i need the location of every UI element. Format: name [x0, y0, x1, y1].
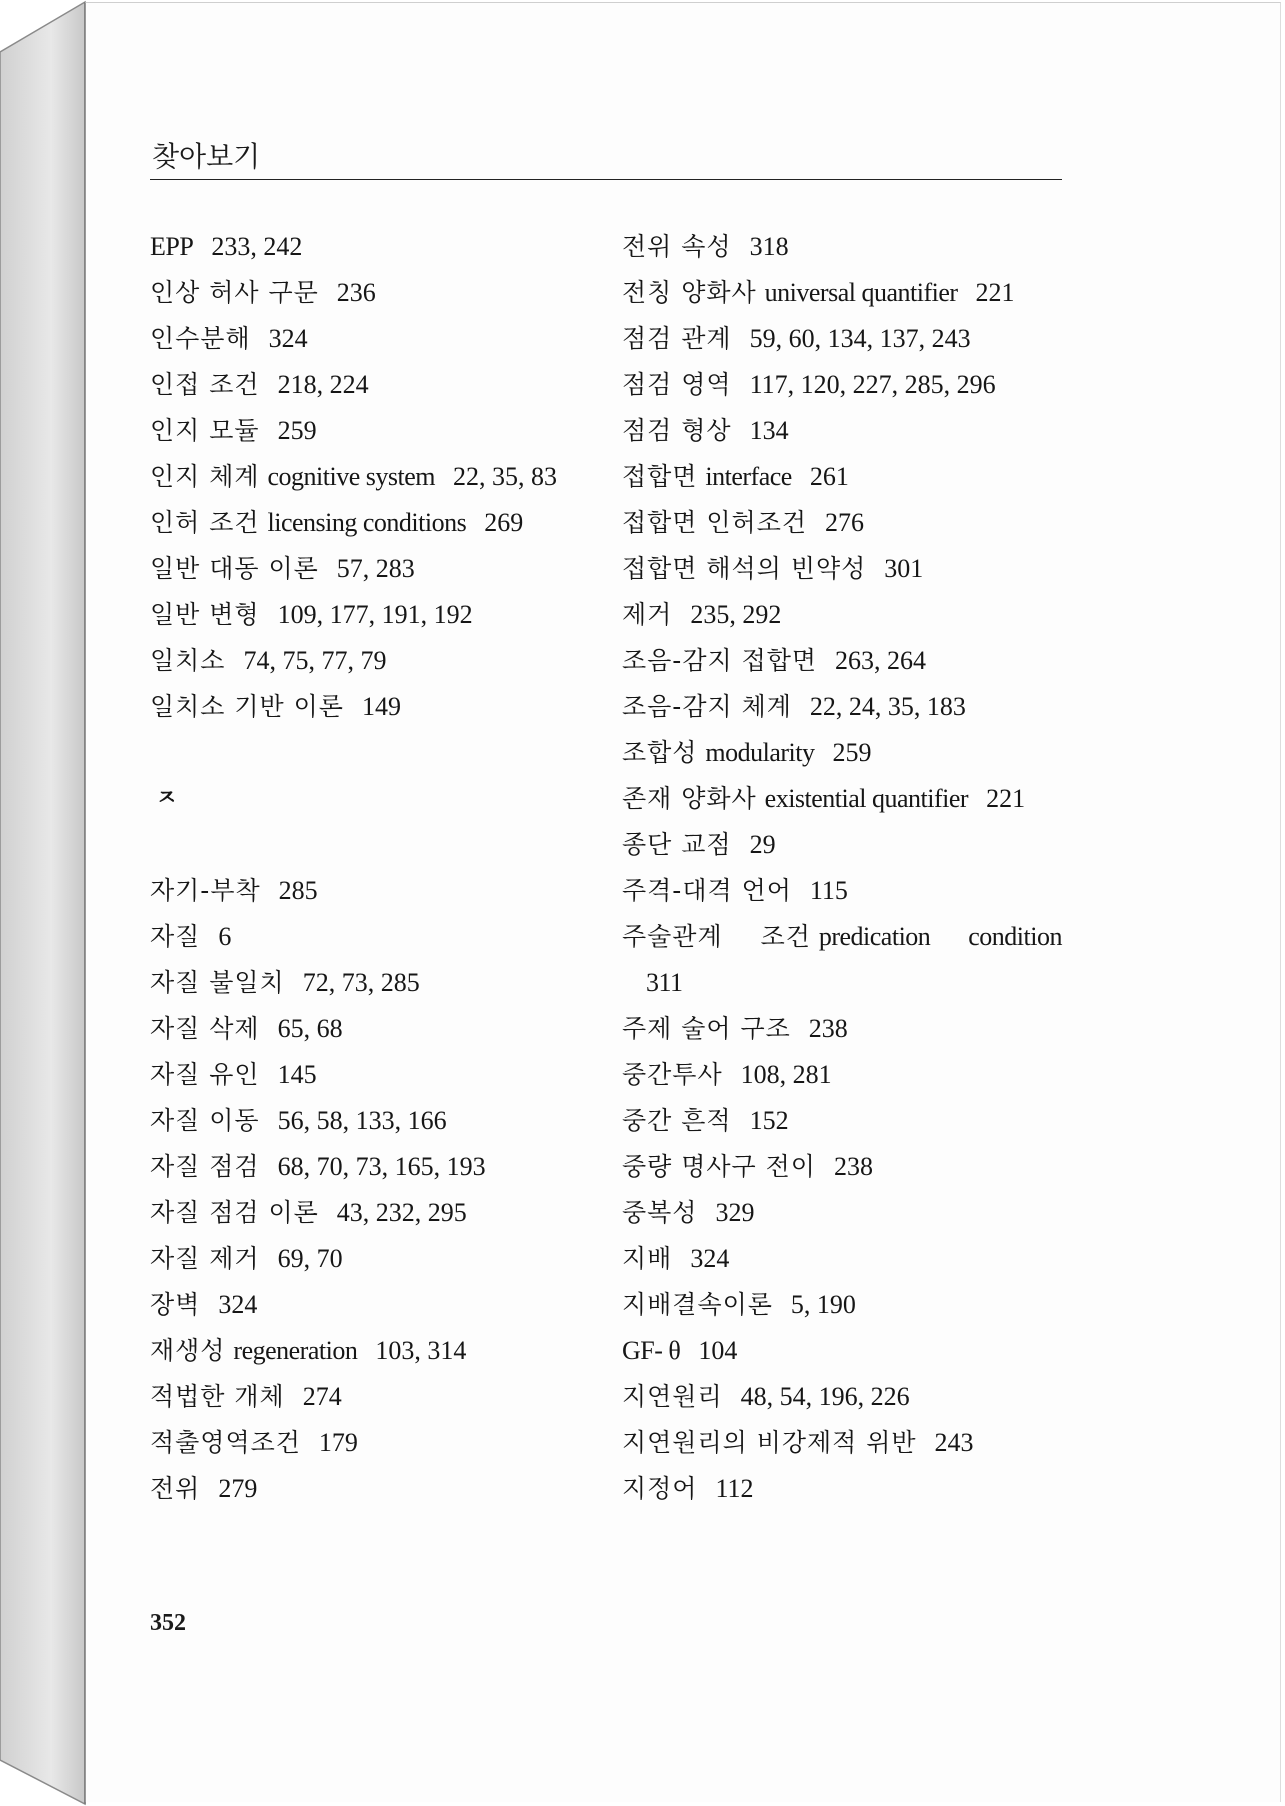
index-entry: 인지 모듈 259 — [150, 416, 317, 445]
index-entry: 전위 279 — [150, 1474, 258, 1503]
index-entry: 인지 체계 cognitive system 22, 35, 83 — [150, 462, 557, 491]
index-entry: 자기-부착 285 — [150, 876, 318, 905]
index-entry: 중량 명사구 전이 238 — [622, 1152, 873, 1181]
index-entry: 조합성 modularity 259 — [622, 738, 872, 767]
index-entry: 접합면 해석의 빈약성 301 — [622, 554, 924, 583]
index-entry-wrapped — [622, 914, 1092, 960]
index-entry: 자질 이동 56, 58, 133, 166 — [150, 1106, 447, 1135]
index-entry: 점검 형상 134 — [622, 416, 789, 445]
index-entry: GF- θ 104 — [622, 1336, 738, 1365]
index-entry: 지배 324 — [622, 1244, 730, 1273]
index-entry: 점검 관계 59, 60, 134, 137, 243 — [622, 324, 971, 353]
index-entry: 일치소 기반 이론 149 — [150, 692, 401, 721]
index-entry: 전위 속성 318 — [622, 232, 789, 261]
index-entry: EPP 233, 242 — [150, 232, 303, 261]
index-entry: 지배결속이론 5, 190 — [622, 1290, 856, 1319]
index-entry: 제거 235, 292 — [622, 600, 782, 629]
index-entry: 중간 흔적 152 — [622, 1106, 789, 1135]
index-entry: 중복성 329 — [622, 1198, 755, 1227]
index-entry: 적출영역조건 179 — [150, 1428, 358, 1457]
index-entry: 자질 불일치 72, 73, 285 — [150, 968, 420, 997]
wrap-term-en-1: predication — [818, 922, 931, 951]
index-entry: 재생성 regeneration 103, 314 — [150, 1336, 467, 1365]
index-entry: 장벽 324 — [150, 1290, 258, 1319]
index-entry: 자질 제거 69, 70 — [150, 1244, 343, 1273]
section-gap — [150, 822, 590, 868]
page-number: 352 — [150, 1610, 186, 1636]
index-entry: 중간투사 108, 281 — [622, 1060, 832, 1089]
index-entry: 조음-감지 체계 22, 24, 35, 183 — [622, 692, 966, 721]
index-title: 찾아보기 — [152, 140, 261, 173]
wrap-term-ko-1: 주술관계 — [622, 922, 723, 951]
index-entry: 적법한 개체 274 — [150, 1382, 342, 1411]
index-entry: 인수분해 324 — [150, 324, 308, 353]
index-entry: 지정어 112 — [622, 1474, 754, 1503]
index-entry: 종단 교점 29 — [622, 830, 776, 859]
index-entry: 일반 대동 이론 57, 283 — [150, 554, 415, 583]
index-entry: 지연원리 48, 54, 196, 226 — [622, 1382, 910, 1411]
index-entry: 일반 변형 109, 177, 191, 192 — [150, 600, 473, 629]
index-entry: 전칭 양화사 universal quantifier 221 — [622, 278, 1015, 307]
wrap-term-ko-2: 조건 — [760, 922, 811, 951]
index-entry: 점검 영역 117, 120, 227, 285, 296 — [622, 370, 996, 399]
index-entry: 자질 점검 이론 43, 232, 295 — [150, 1198, 467, 1227]
index-entry: 인상 허사 구문 236 — [150, 278, 376, 307]
index-entry: 접합면 interface 261 — [622, 462, 849, 491]
section-heading-jieut: ㅈ — [156, 786, 178, 811]
index-entry: 일치소 74, 75, 77, 79 — [150, 646, 387, 675]
index-entry: 주격-대격 언어 115 — [622, 876, 848, 905]
index-entry: 접합면 인허조건 276 — [622, 508, 864, 537]
section-gap — [150, 730, 590, 776]
index-column-left — [150, 224, 590, 1512]
wrap-term-en-2: condition — [968, 922, 1062, 951]
index-entry: 인허 조건 licensing conditions 269 — [150, 508, 524, 537]
index-entry-continuation — [622, 960, 1092, 1006]
index-entry: 지연원리의 비강제적 위반 243 — [622, 1428, 974, 1457]
index-entry: 존재 양화사 existential quantifier 221 — [622, 784, 1026, 813]
index-entry: 자질 삭제 65, 68 — [150, 1014, 343, 1043]
index-entry: 자질 6 — [150, 922, 232, 951]
index-column-right — [622, 224, 1092, 1512]
wrap-pages: 311 — [646, 968, 683, 997]
index-entry: 자질 점검 68, 70, 73, 165, 193 — [150, 1152, 486, 1181]
index-entry: 주제 술어 구조 238 — [622, 1014, 848, 1043]
index-entry: 인접 조건 218, 224 — [150, 370, 369, 399]
index-entry: 조음-감지 접합면 263, 264 — [622, 646, 927, 675]
index-entry: 자질 유인 145 — [150, 1060, 317, 1089]
running-header — [150, 135, 1062, 180]
